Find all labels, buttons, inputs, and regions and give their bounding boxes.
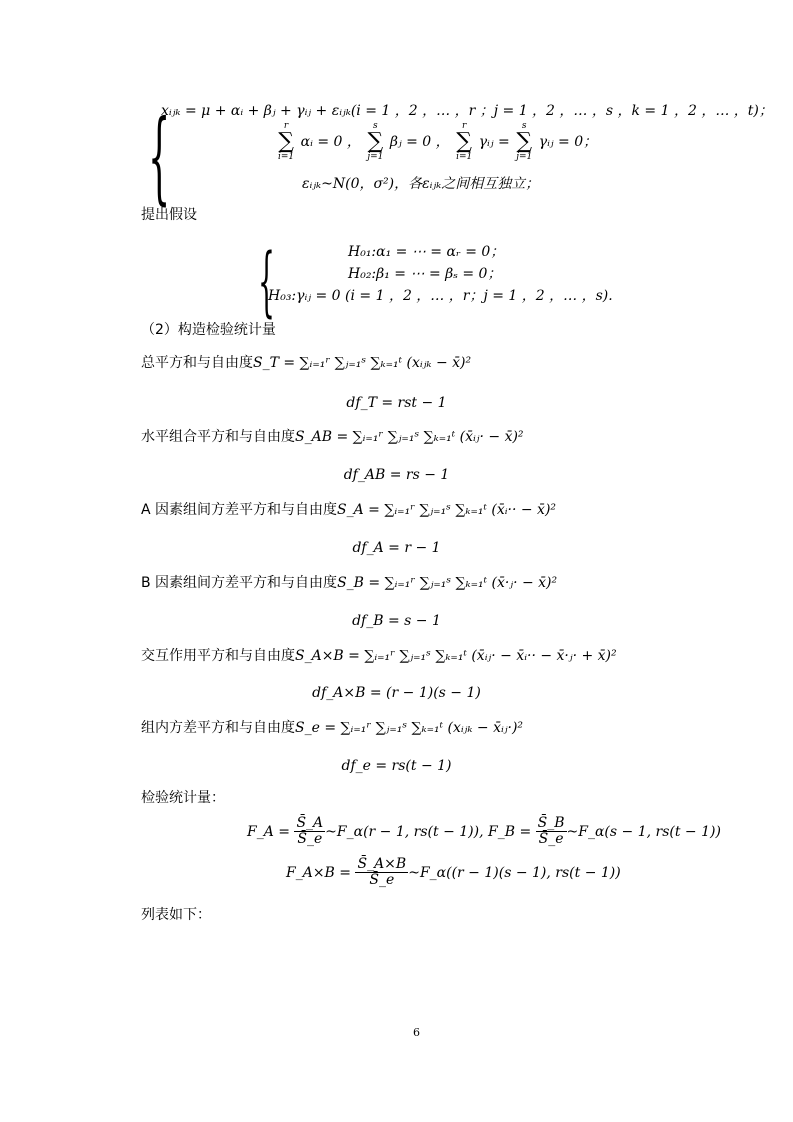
step2-heading: （2）构造检验统计量 — [141, 322, 276, 338]
page-number: 6 — [413, 1026, 420, 1039]
f-test-ab — [247, 816, 721, 848]
constraint-gamma-j: γᵢⱼ = 0； — [538, 134, 598, 150]
hypothesis-1: H₀₁:α₁ = ⋯ = αᵣ = 0； — [348, 244, 505, 260]
stat-formula: S_T = ∑ᵢ₌₁ʳ ∑ⱼ₌₁ˢ ∑ₖ₌₁ᵗ (xᵢⱼₖ − x̄)² — [253, 355, 472, 371]
sum-symbol: r ∑ i=1 — [278, 121, 295, 162]
fb-lhs: , F_B = — [479, 823, 532, 840]
stat-formula: S_B = ∑ᵢ₌₁ʳ ∑ⱼ₌₁ˢ ∑ₖ₌₁ᵗ (x̄·ⱼ· − x̄)² — [337, 575, 558, 591]
stat-e — [141, 721, 523, 735]
model-brace: { — [148, 98, 171, 215]
hypothesis-2: H₀₂:β₁ = ⋯ = βₛ = 0； — [348, 266, 502, 282]
stat-label: A 因素组间方差平方和与自由度 — [141, 502, 338, 518]
model-equation-line1: xᵢⱼₖ = μ + αᵢ + βⱼ + γᵢⱼ + εᵢⱼₖ(i = 1 ，2 ，… ，r ；j = 1 ，2 ，… ，s ，k = 1 ，2 ，… ，t)； — [161, 103, 773, 119]
fab-rhs: ~F_α((r − 1)(s − 1), rs(t − 1)) — [408, 864, 621, 881]
stat-formula: S_A = ∑ᵢ₌₁ʳ ∑ⱼ₌₁ˢ ∑ₖ₌₁ᵗ (x̄ᵢ·· − x̄)² — [337, 502, 557, 518]
stat-ab — [141, 430, 524, 444]
fa-lhs: F_A = — [247, 823, 291, 840]
stat-label: 交互作用平方和与自由度 — [141, 648, 295, 664]
stat-axb — [141, 649, 617, 663]
df-total: df_T = rst − 1 — [346, 395, 447, 411]
stat-label: 总平方和与自由度 — [141, 355, 253, 371]
stat-label: 水平组合平方和与自由度 — [141, 429, 295, 445]
stat-formula: S_A×B = ∑ᵢ₌₁ʳ ∑ⱼ₌₁ˢ ∑ₖ₌₁ᵗ (x̄ᵢⱼ· − x̄ᵢ·· − x̄·ⱼ· + x̄)² — [295, 648, 617, 664]
stat-label: 组内方差平方和与自由度 — [141, 720, 295, 736]
fa-rhs: ~F_α(r − 1, rs(t − 1)) — [325, 823, 480, 840]
test-stat-heading: 检验统计量： — [141, 790, 225, 806]
constraint-gamma-i: γᵢⱼ = — [478, 134, 510, 150]
fb-fraction: $\frac{S̄\_B}{S̄\_e}$ — [537, 815, 565, 848]
fab-lhs: F_A×B = — [286, 864, 352, 881]
list-heading: 列表如下： — [141, 907, 211, 923]
df-axb: df_A×B = (r − 1)(s − 1) — [312, 685, 481, 701]
model-error-line: εᵢⱼₖ~N(0，σ²)，各εᵢⱼₖ之间相互独立； — [302, 176, 540, 192]
stat-b — [141, 576, 557, 590]
df-ab: df_AB = rs − 1 — [343, 467, 450, 483]
stat-label: B 因素组间方差平方和与自由度 — [141, 575, 338, 591]
constraint-beta: βⱼ = 0 ， — [389, 134, 450, 150]
hypothesis-heading: 提出假设 — [141, 207, 197, 223]
stat-formula: S_AB = ∑ᵢ₌₁ʳ ∑ⱼ₌₁ˢ ∑ₖ₌₁ᵗ (x̄ᵢⱼ· − x̄)² — [295, 429, 524, 445]
hypothesis-brace: { — [258, 236, 275, 325]
df-e: df_e = rs(t − 1) — [341, 758, 452, 774]
constraint-alpha: αᵢ = 0 ， — [300, 134, 361, 150]
f-test-axb — [286, 857, 621, 889]
fb-rhs: ~F_α(s − 1, rs(t − 1)) — [566, 823, 721, 840]
stat-a — [141, 503, 556, 517]
fa-fraction: $\frac{S̄\_A}{S̄\_e}$ — [296, 815, 324, 848]
sum-symbol: r ∑ i=1 — [456, 121, 473, 162]
df-a: df_A = r − 1 — [352, 540, 441, 556]
fab-fraction: $\frac{S̄\_A\times B}{S̄\_e}$ — [357, 856, 407, 889]
stat-formula: S_e = ∑ᵢ₌₁ʳ ∑ⱼ₌₁ˢ ∑ₖ₌₁ᵗ (xᵢⱼₖ − x̄ᵢⱼ·)² — [295, 720, 524, 736]
sum-symbol: s ∑ j=1 — [516, 121, 533, 162]
sum-symbol: s ∑ j=1 — [367, 121, 384, 162]
hypothesis-3: H₀₃:γᵢⱼ = 0 (i = 1 ，2 ，… ，r；j = 1 ，2 ，… ，s). — [268, 288, 613, 304]
stat-total — [141, 356, 471, 370]
model-constraints — [276, 122, 597, 162]
df-b: df_B = s − 1 — [352, 613, 441, 629]
